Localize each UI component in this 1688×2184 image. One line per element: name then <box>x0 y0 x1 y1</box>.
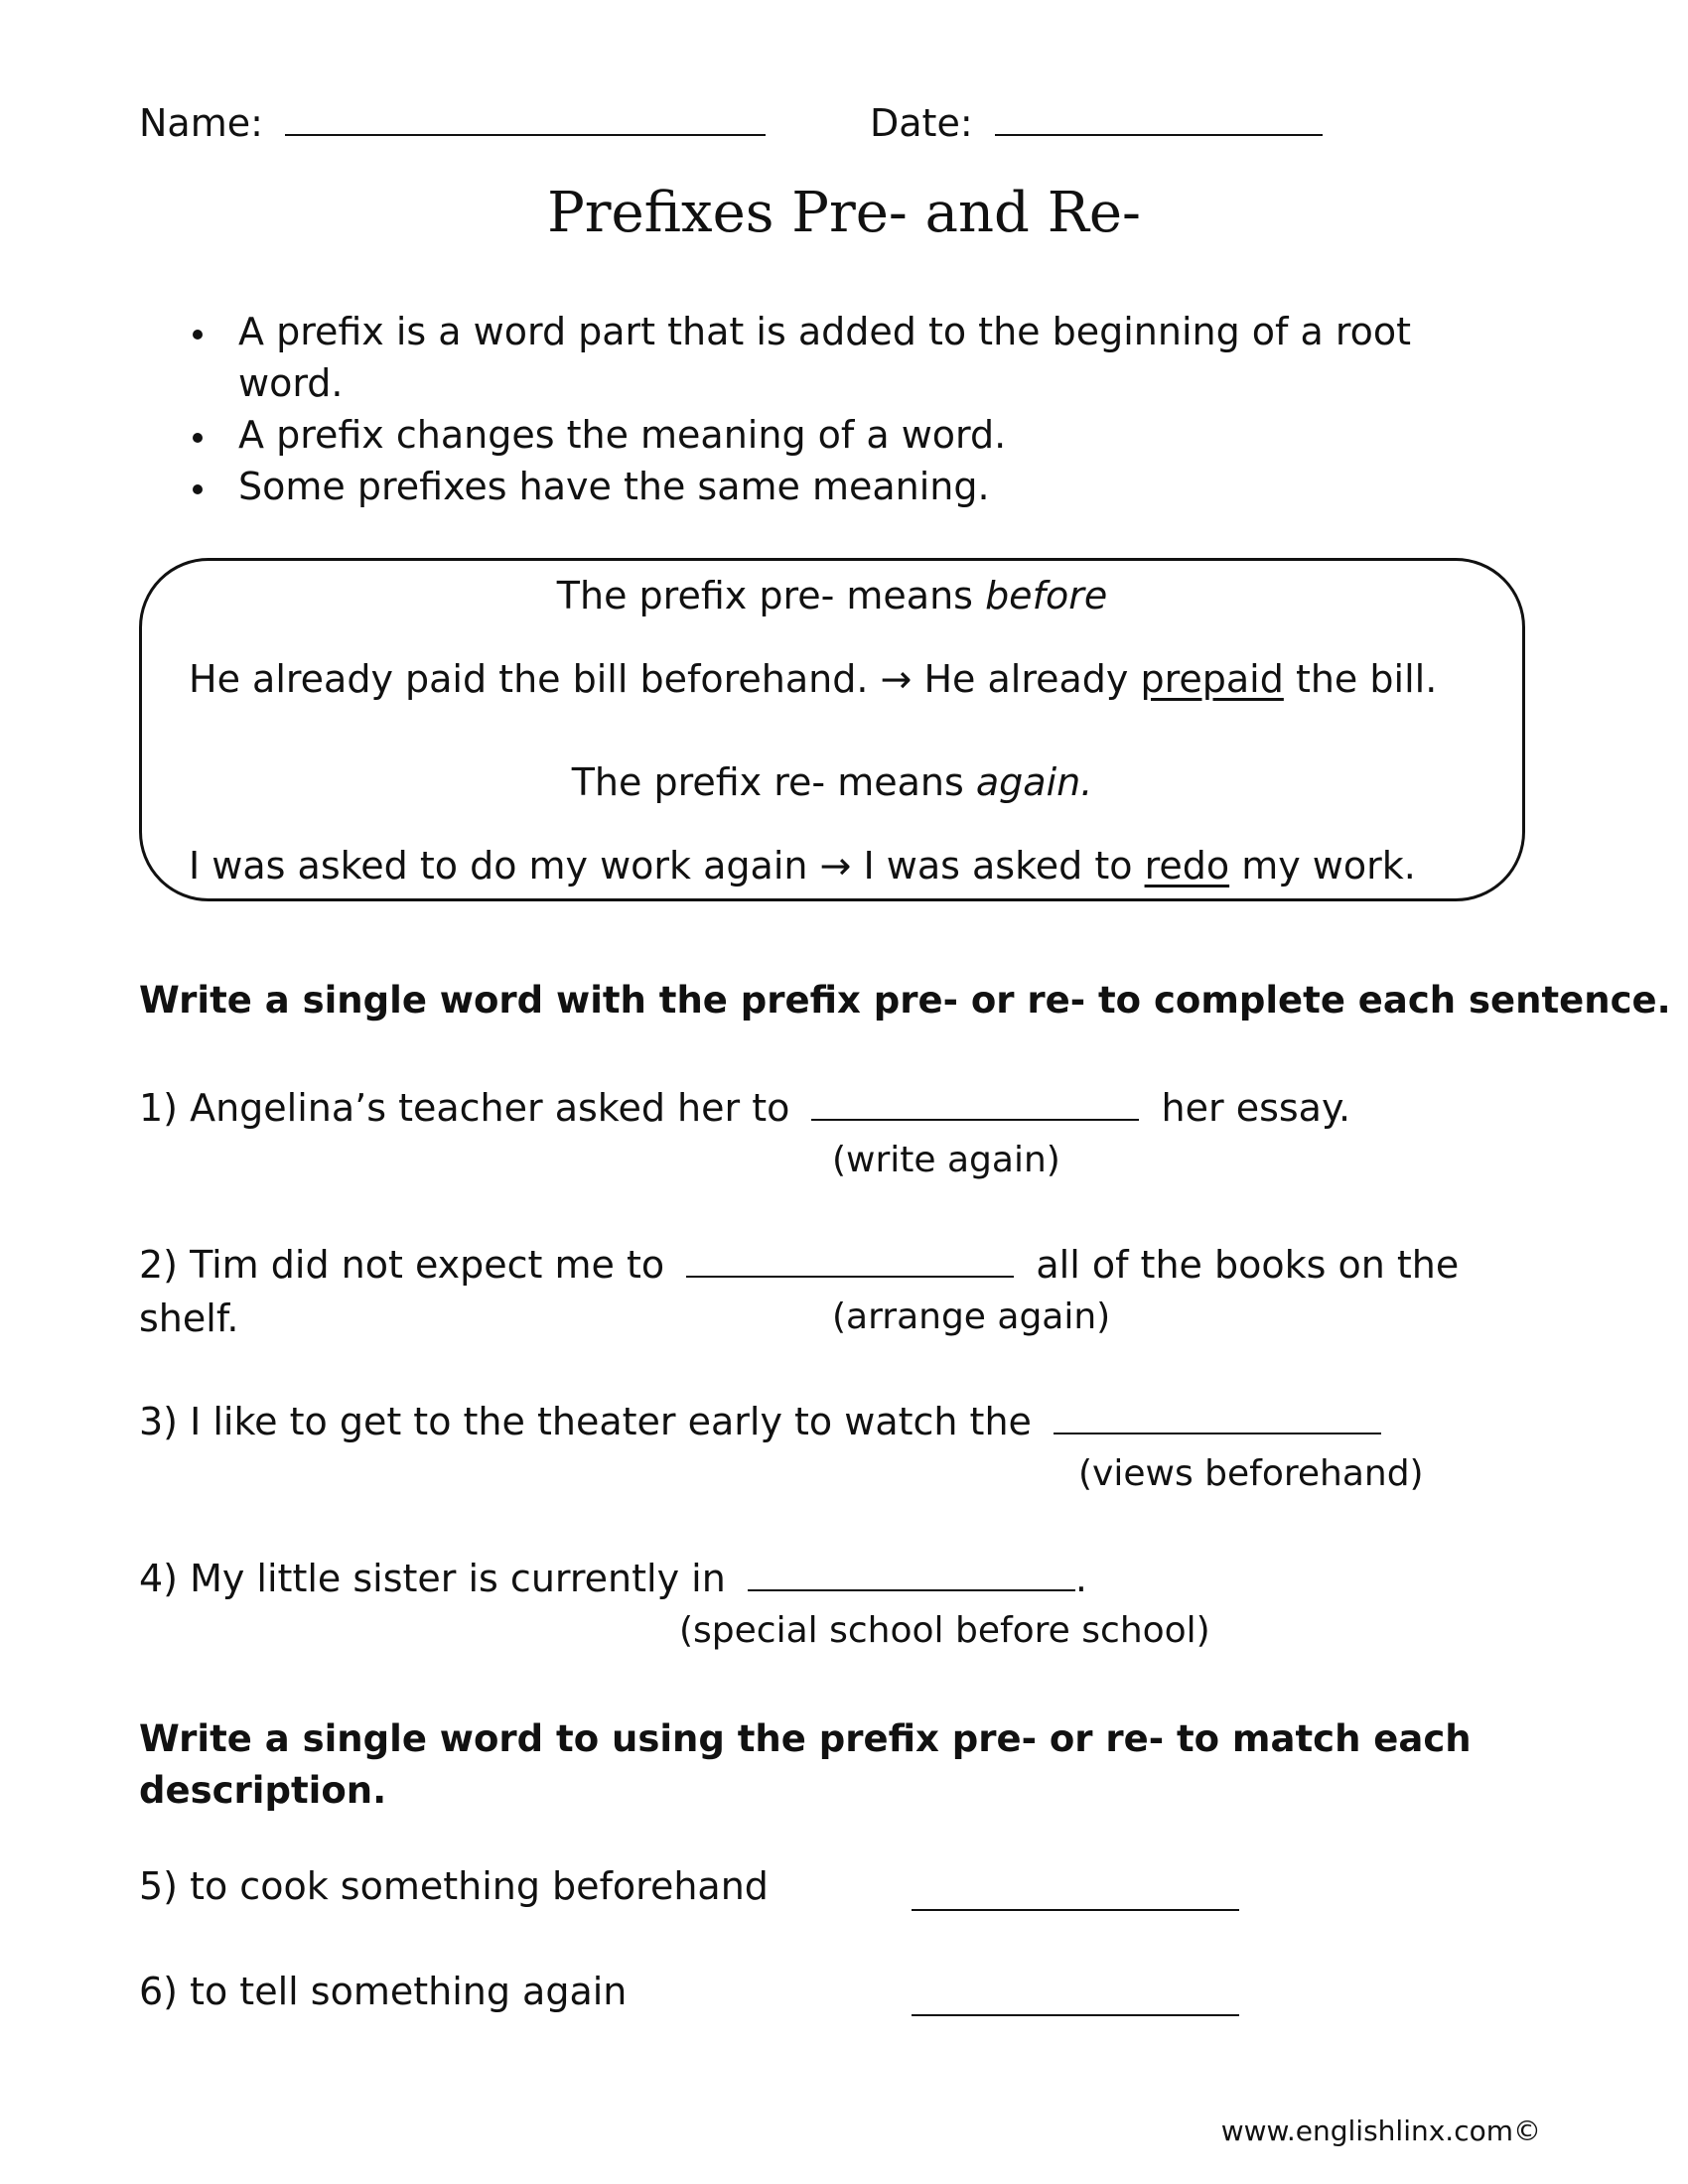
re-example: I was asked to do my work again → I was asked to redo my work. <box>189 844 1416 887</box>
date-row <box>870 101 1323 145</box>
answer-field-6[interactable] <box>912 2013 1239 2016</box>
question-5: 5) to cook something beforehand <box>139 1864 769 1908</box>
question-4: 4) My little sister is currently in . <box>139 1557 1087 1600</box>
prepaid-word: prepaid <box>1140 657 1284 701</box>
answer-field-2[interactable] <box>686 1275 1014 1278</box>
answer-field-1[interactable] <box>811 1118 1139 1121</box>
section1-instruction: Write a single word with the prefix pre- or re- to complete each sentence. <box>139 979 1671 1022</box>
bullet-item: A prefix is a word part that is added to the beginning of a root word. <box>189 306 1479 409</box>
hint-4: (special school before school) <box>679 1610 1210 1651</box>
date-label: Date: <box>870 101 973 145</box>
name-field[interactable] <box>285 133 766 136</box>
pre-example: He already paid the bill beforehand. → He already prepaid the bill. <box>189 657 1438 701</box>
question-2: 2) Tim did not expect me to all of the books on the <box>139 1243 1460 1287</box>
answer-field-3[interactable] <box>1054 1432 1381 1434</box>
question-6: 6) to tell something again <box>139 1970 628 2013</box>
bullet-item: Some prefixes have the same meaning. <box>189 461 1479 512</box>
name-row <box>139 101 766 145</box>
answer-field-5[interactable] <box>912 1908 1239 1911</box>
bullet-list <box>189 306 1479 512</box>
pre-meaning: before <box>985 574 1108 617</box>
pre-heading: The prefix pre- means before <box>556 574 1108 617</box>
hint-1: (write again) <box>832 1140 1060 1180</box>
page-title: Prefixes Pre- and Re- <box>547 181 1141 245</box>
date-field[interactable] <box>995 133 1323 136</box>
name-label: Name: <box>139 101 263 145</box>
re-heading: The prefix re- means again. <box>571 760 1093 804</box>
answer-field-4[interactable] <box>748 1588 1075 1591</box>
hint-3: (views beforehand) <box>1078 1453 1424 1494</box>
question-1: 1) Angelina’s teacher asked her to her essay. <box>139 1086 1351 1130</box>
section2-instruction: Write a single word to using the prefix pre- or re- to match each description. <box>139 1717 1472 1812</box>
question-3: 3) I like to get to the theater early to watch the <box>139 1400 1381 1443</box>
hint-2: (arrange again) <box>832 1297 1111 1337</box>
redo-word: redo <box>1144 844 1230 887</box>
re-meaning: again. <box>975 760 1093 804</box>
question-2-line2: shelf. <box>139 1297 239 1340</box>
footer-url: www.englishlinx.com© <box>1220 2115 1541 2147</box>
bullet-item: A prefix changes the meaning of a word. <box>189 409 1479 461</box>
